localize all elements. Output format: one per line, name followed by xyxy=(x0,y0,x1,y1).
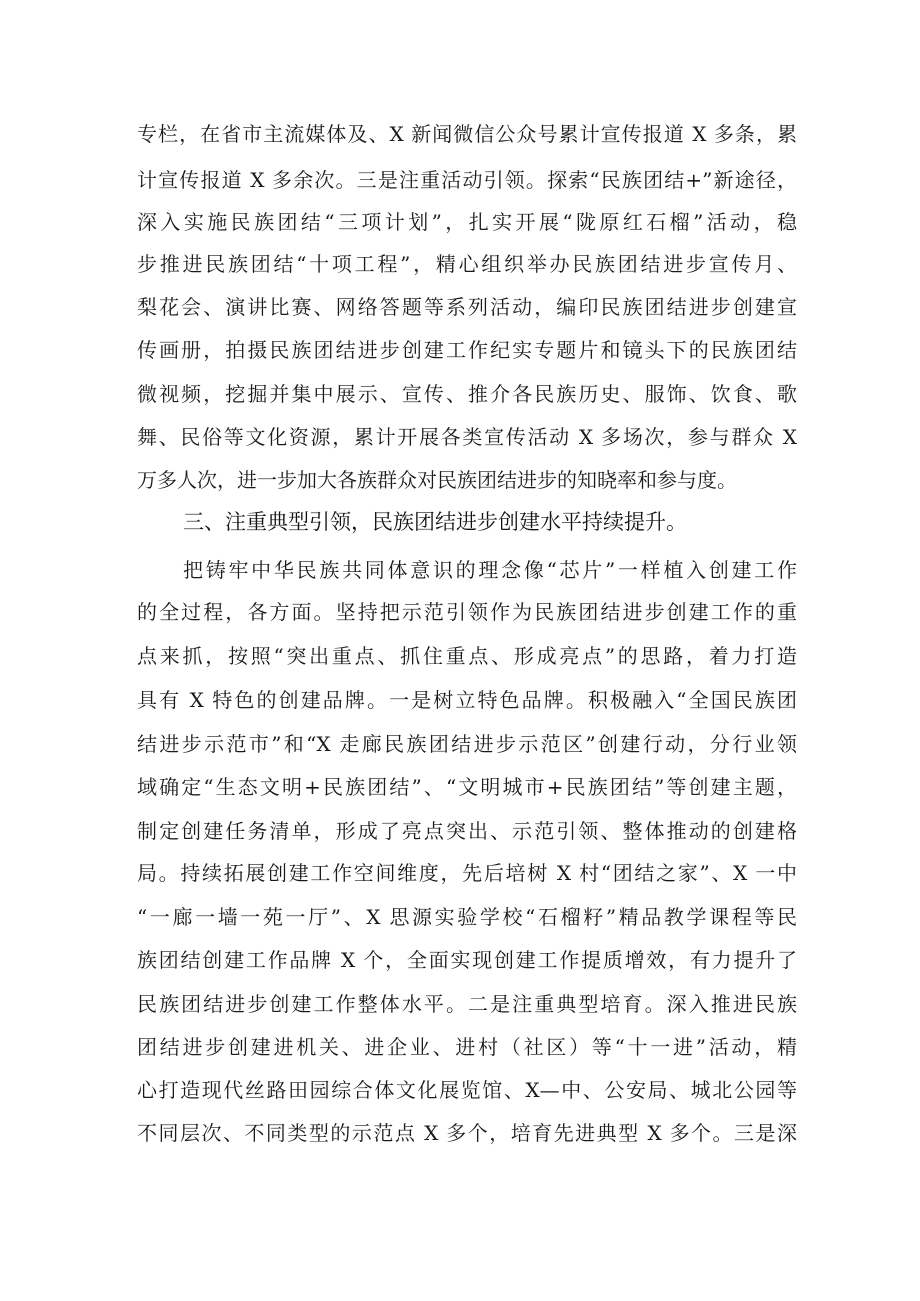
para1-line-4: 步推进民族团结“十项工程”，精心组织举办民族团结进步宣传月、 xyxy=(137,252,797,276)
para1-line-1: 专栏，在省市主流媒体及、X 新闻微信公众号累计宣传报道 X 多条，累 xyxy=(137,122,797,146)
para2-line-14: 不同层次、不同类型的示范点 X 多个，培育先进典型 X 多个。三是深 xyxy=(137,1121,797,1145)
para2-line-4: 具有 X 特色的创建品牌。一是树立特色品牌。积极融入“全国民族团 xyxy=(137,688,797,712)
para2-line-9: “一廊一墙一苑一厅”、X 思源实验学校“石榴籽”精品教学课程等民 xyxy=(137,905,797,929)
para1-line-2: 计宣传报道 X 多余次。三是注重活动引领。探索“民族团结+”新途径， xyxy=(137,168,797,192)
para2-line-10: 族团结创建工作品牌 X 个，全面实现创建工作提质增效，有力提升了 xyxy=(137,948,797,972)
para1-line-7: 微视频，挖掘并集中展示、宣传、推介各民族历史、服饰、饮食、歌 xyxy=(137,382,797,406)
para2-line-13: 心打造现代丝路田园综合体文化展览馆、X—中、公安局、城北公园等 xyxy=(137,1078,797,1102)
para2-line-12: 团结进步创建进机关、进企业、进村（社区）等“十一进”活动，精 xyxy=(137,1035,797,1059)
para1-line-3: 深入实施民族团结“三项计划”，扎实开展“陇原红石榴”活动，稳 xyxy=(137,210,797,234)
para2-line-6: 域确定“生态文明+民族团结”、“文明城市+民族团结”等创建主题， xyxy=(137,775,797,799)
para2-line-1: 把铸牢中华民族共同体意识的理念像“芯片”一样植入创建工作 xyxy=(183,558,797,582)
para2-line-3: 点来抓，按照“突出重点、抓住重点、形成亮点”的思路，着力打造 xyxy=(137,644,797,668)
para1-line-6: 传画册，拍摄民族团结进步创建工作纪实专题片和镜头下的民族团结 xyxy=(137,338,797,362)
section-heading: 三、注重典型引领，民族团结进步创建水平持续提升。 xyxy=(183,510,687,534)
para1-line-8: 舞、民俗等文化资源，累计开展各类宣传活动 X 多场次，参与群众 X xyxy=(137,425,797,449)
para1-line-5: 梨花会、演讲比赛、网络答题等系列活动，编印民族团结进步创建宣 xyxy=(137,295,797,319)
para2-line-8: 局。持续拓展创建工作空间维度，先后培树 X 村“团结之家”、X 一中 xyxy=(137,861,797,885)
para2-line-11: 民族团结进步创建工作整体水平。二是注重典型培育。深入推进民族 xyxy=(137,992,797,1016)
para2-line-7: 制定创建任务清单，形成了亮点突出、示范引领、整体推动的创建格 xyxy=(137,819,797,843)
para2-line-5: 结进步示范市”和“X 走廊民族团结进步示范区”创建行动，分行业领 xyxy=(137,732,797,756)
para2-line-2: 的全过程，各方面。坚持把示范引领作为民族团结进步创建工作的重 xyxy=(137,600,797,624)
para1-line-9: 万多人次，进一步加大各族群众对民族团结进步的知晓率和参与度。 xyxy=(137,468,737,492)
